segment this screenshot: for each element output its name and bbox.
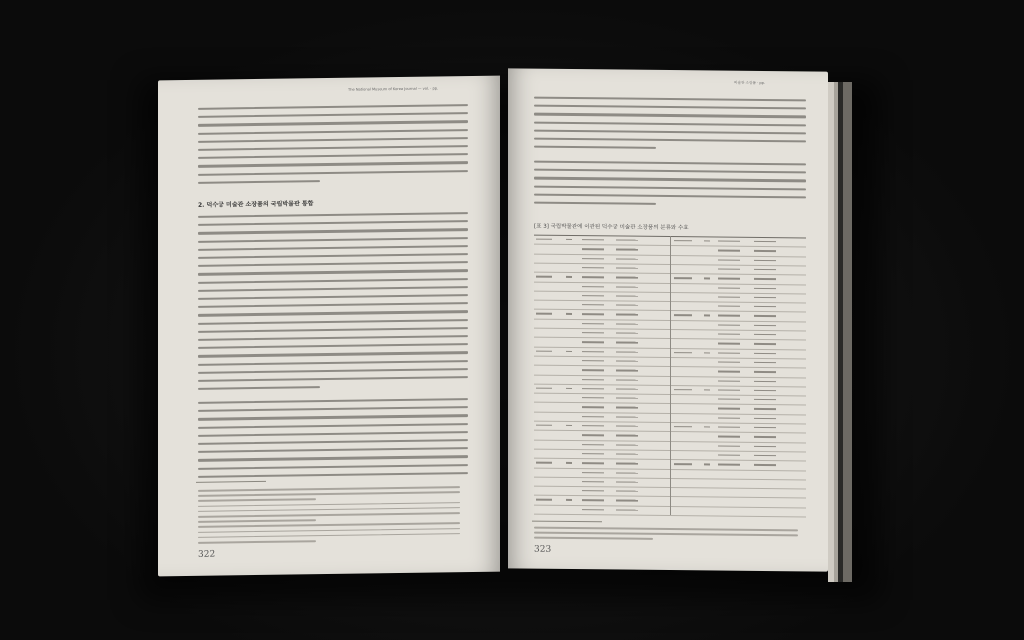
text-line bbox=[534, 169, 806, 174]
text-line bbox=[198, 310, 468, 316]
text-line bbox=[198, 278, 468, 284]
table-cell bbox=[754, 455, 776, 457]
table-cell bbox=[616, 472, 638, 474]
table-cell bbox=[582, 276, 604, 278]
table-cell bbox=[754, 297, 776, 299]
table-cell bbox=[616, 407, 638, 409]
table-cell bbox=[582, 286, 604, 288]
table-cell bbox=[754, 306, 776, 308]
table-cell bbox=[616, 463, 638, 465]
text-line bbox=[198, 327, 468, 333]
table-cell bbox=[704, 389, 710, 390]
text-line bbox=[534, 121, 806, 126]
text-line bbox=[198, 153, 468, 159]
table-cell bbox=[536, 313, 552, 315]
text-line bbox=[198, 414, 468, 420]
table-cell bbox=[674, 352, 692, 354]
footnote-rule bbox=[196, 481, 266, 483]
left-page bbox=[158, 76, 500, 577]
table-cell bbox=[566, 388, 572, 389]
right-body-text bbox=[508, 68, 828, 71]
table-cell bbox=[718, 241, 740, 243]
table-cell bbox=[704, 352, 710, 353]
text-line bbox=[198, 499, 316, 502]
table-cell bbox=[616, 332, 638, 334]
table-cell bbox=[582, 258, 604, 260]
table-cell bbox=[582, 379, 604, 381]
text-line bbox=[198, 170, 468, 176]
text-line bbox=[198, 519, 316, 522]
table-cell bbox=[718, 296, 740, 298]
text-line bbox=[198, 486, 460, 491]
table-cell bbox=[674, 463, 692, 465]
text-line bbox=[198, 533, 460, 538]
text-line bbox=[534, 527, 798, 531]
table-cell bbox=[582, 388, 604, 390]
open-book bbox=[148, 68, 868, 588]
table-cell bbox=[754, 315, 776, 317]
table-cell bbox=[616, 379, 638, 381]
section-heading: 2. 덕수궁 미술관 소장품의 국립박물관 통합 bbox=[198, 200, 314, 209]
text-line bbox=[198, 237, 468, 243]
text-line bbox=[198, 523, 460, 528]
table-cell bbox=[674, 277, 692, 279]
table-cell bbox=[718, 427, 740, 429]
table-cell bbox=[718, 343, 740, 345]
table-cell bbox=[582, 295, 604, 297]
text-line bbox=[198, 161, 468, 167]
table-cell bbox=[582, 369, 604, 371]
running-head-right: 미술관 소장품 · pp. bbox=[734, 80, 766, 86]
table-cell bbox=[616, 351, 638, 353]
table-cell bbox=[582, 453, 604, 455]
text-line bbox=[198, 351, 468, 357]
text-line bbox=[198, 212, 468, 218]
text-line bbox=[198, 120, 468, 126]
text-line bbox=[534, 129, 806, 134]
text-line bbox=[198, 137, 468, 143]
table-cell bbox=[704, 464, 710, 465]
text-line bbox=[534, 177, 806, 182]
table-cell bbox=[704, 240, 710, 241]
left-footnotes bbox=[158, 76, 500, 81]
footnote-rule-right bbox=[532, 521, 602, 523]
page-edges bbox=[828, 82, 856, 582]
table-cell bbox=[616, 398, 638, 400]
table-cell bbox=[754, 259, 776, 261]
table-cell bbox=[704, 426, 710, 427]
table-cell bbox=[718, 445, 740, 447]
table-cell bbox=[582, 248, 604, 250]
table-cell bbox=[718, 454, 740, 456]
table-cell bbox=[582, 323, 604, 325]
text-line bbox=[198, 104, 468, 110]
table-cell bbox=[582, 444, 604, 446]
text-line bbox=[198, 294, 468, 300]
text-line bbox=[198, 512, 460, 517]
table-cell bbox=[582, 509, 604, 511]
table-cell bbox=[616, 295, 638, 297]
table-cell bbox=[536, 276, 552, 278]
table-cell bbox=[754, 278, 776, 280]
right-page bbox=[508, 68, 828, 571]
table-cell bbox=[566, 276, 572, 277]
text-line bbox=[198, 502, 460, 507]
table-cell bbox=[718, 306, 740, 308]
table-cell bbox=[754, 371, 776, 373]
table-cell bbox=[566, 239, 572, 240]
text-line bbox=[198, 431, 468, 437]
text-line bbox=[198, 360, 468, 366]
left-body-text bbox=[158, 76, 500, 81]
text-line bbox=[534, 193, 806, 198]
table-cell bbox=[616, 500, 638, 502]
table-cell bbox=[718, 408, 740, 410]
text-line bbox=[534, 146, 656, 150]
table-divider bbox=[670, 236, 671, 515]
table-cell bbox=[754, 352, 776, 354]
table-cell bbox=[536, 387, 552, 389]
table-cell bbox=[718, 380, 740, 382]
table-cell bbox=[674, 389, 692, 391]
table-cell bbox=[616, 249, 638, 251]
table-cell bbox=[582, 239, 604, 241]
text-line bbox=[198, 286, 468, 292]
table-cell bbox=[616, 360, 638, 362]
table-cell bbox=[754, 436, 776, 438]
text-line bbox=[198, 423, 468, 429]
text-line bbox=[534, 185, 806, 190]
table-cell bbox=[754, 269, 776, 271]
table-cell bbox=[616, 323, 638, 325]
table-cell bbox=[536, 499, 552, 501]
table-cell bbox=[616, 277, 638, 279]
text-line bbox=[198, 335, 468, 341]
table-cell bbox=[566, 313, 572, 314]
text-line bbox=[198, 464, 468, 470]
table-cell bbox=[582, 490, 604, 492]
text-line bbox=[198, 439, 468, 445]
text-line bbox=[534, 97, 806, 102]
text-line bbox=[534, 105, 806, 110]
text-line bbox=[198, 368, 468, 374]
table-cell bbox=[754, 408, 776, 410]
table-cell bbox=[674, 426, 692, 428]
text-line bbox=[198, 455, 468, 461]
text-line bbox=[198, 343, 468, 349]
table-cell bbox=[616, 453, 638, 455]
text-line bbox=[198, 472, 468, 478]
table-cell bbox=[754, 325, 776, 327]
text-line bbox=[198, 112, 468, 118]
running-head-left: The National Museum of Korea Journal — vol. · pp. bbox=[348, 86, 439, 92]
text-line bbox=[198, 406, 468, 412]
text-line bbox=[198, 398, 468, 404]
page-number-left: 322 bbox=[198, 549, 216, 560]
table-cell bbox=[754, 427, 776, 429]
table-cell bbox=[718, 315, 740, 317]
page-number-right: 323 bbox=[534, 544, 552, 555]
classification-table bbox=[508, 68, 828, 71]
table-cell bbox=[582, 313, 604, 315]
table-cell bbox=[582, 434, 604, 436]
table-cell bbox=[616, 491, 638, 493]
table-caption: [표 3] 국립박물관에 이관된 덕수궁 미술관 소장품의 분류와 수효 bbox=[534, 223, 689, 232]
table-cell bbox=[616, 416, 638, 418]
table-cell bbox=[582, 341, 604, 343]
text-line bbox=[198, 220, 468, 226]
table-cell bbox=[754, 334, 776, 336]
text-line bbox=[198, 129, 468, 135]
table-cell bbox=[566, 499, 572, 500]
table-cell bbox=[674, 314, 692, 316]
table-cell bbox=[718, 259, 740, 261]
table-cell bbox=[616, 388, 638, 390]
table-cell bbox=[718, 268, 740, 270]
table-cell bbox=[754, 287, 776, 289]
table-cell bbox=[718, 399, 740, 401]
table-cell bbox=[582, 406, 604, 408]
table-cell bbox=[566, 425, 572, 426]
table-cell bbox=[754, 250, 776, 252]
table-cell bbox=[754, 390, 776, 392]
text-line bbox=[198, 261, 468, 267]
text-line bbox=[198, 302, 468, 308]
table-cell bbox=[754, 418, 776, 420]
table-cell bbox=[582, 462, 604, 464]
table-cell bbox=[718, 334, 740, 336]
table-cell bbox=[718, 352, 740, 354]
table-cell bbox=[754, 445, 776, 447]
table-cell bbox=[754, 362, 776, 364]
table-cell bbox=[616, 509, 638, 511]
table-cell bbox=[582, 351, 604, 353]
table-cell bbox=[616, 267, 638, 269]
text-line bbox=[198, 491, 460, 496]
table-cell bbox=[582, 397, 604, 399]
text-line bbox=[198, 319, 468, 325]
table-cell bbox=[616, 305, 638, 307]
text-line bbox=[534, 113, 806, 118]
table-cell bbox=[754, 380, 776, 382]
table-cell bbox=[718, 361, 740, 363]
table-cell bbox=[616, 342, 638, 344]
table-cell bbox=[718, 250, 740, 252]
table-cell bbox=[582, 416, 604, 418]
table-cell bbox=[704, 315, 710, 316]
table-cell bbox=[566, 462, 572, 463]
table-cell bbox=[718, 324, 740, 326]
table-cell bbox=[754, 343, 776, 345]
text-line bbox=[198, 269, 468, 275]
text-line bbox=[198, 540, 316, 543]
text-line bbox=[534, 161, 806, 166]
table-cell bbox=[754, 399, 776, 401]
text-line bbox=[198, 253, 468, 259]
text-line bbox=[198, 507, 460, 512]
table-cell bbox=[718, 287, 740, 289]
table-cell bbox=[704, 278, 710, 279]
table-cell bbox=[616, 481, 638, 483]
table-cell bbox=[582, 425, 604, 427]
table-cell bbox=[582, 332, 604, 334]
table-cell bbox=[536, 462, 552, 464]
table-cell bbox=[536, 350, 552, 352]
table-cell bbox=[566, 351, 572, 352]
right-footnotes bbox=[508, 68, 828, 71]
table-cell bbox=[582, 360, 604, 362]
text-line bbox=[198, 228, 468, 234]
table-cell bbox=[674, 240, 692, 242]
table-cell bbox=[616, 370, 638, 372]
table-cell bbox=[582, 472, 604, 474]
table-cell bbox=[616, 239, 638, 241]
text-line bbox=[534, 138, 806, 143]
table-cell bbox=[718, 436, 740, 438]
text-line bbox=[534, 537, 653, 540]
table-cell bbox=[582, 267, 604, 269]
table-cell bbox=[616, 258, 638, 260]
text-line bbox=[198, 386, 320, 390]
table-cell bbox=[582, 499, 604, 501]
table-cell bbox=[536, 239, 552, 241]
table-cell bbox=[718, 417, 740, 419]
text-line bbox=[534, 532, 798, 536]
text-line bbox=[198, 376, 468, 382]
table-cell bbox=[718, 464, 740, 466]
text-line bbox=[198, 447, 468, 453]
table-cell bbox=[616, 425, 638, 427]
table-cell bbox=[718, 389, 740, 391]
table-cell bbox=[718, 278, 740, 280]
table-cell bbox=[754, 464, 776, 466]
table-cell bbox=[582, 304, 604, 306]
table-cell bbox=[616, 314, 638, 316]
text-line bbox=[198, 528, 460, 533]
text-line bbox=[198, 145, 468, 151]
text-line bbox=[198, 245, 468, 251]
table-cell bbox=[536, 425, 552, 427]
text-line bbox=[198, 180, 320, 184]
table-cell bbox=[582, 481, 604, 483]
table-cell bbox=[616, 286, 638, 288]
text-line bbox=[534, 202, 656, 206]
table-cell bbox=[718, 371, 740, 373]
table-cell bbox=[754, 241, 776, 243]
table-cell bbox=[616, 444, 638, 446]
table-cell bbox=[616, 435, 638, 437]
